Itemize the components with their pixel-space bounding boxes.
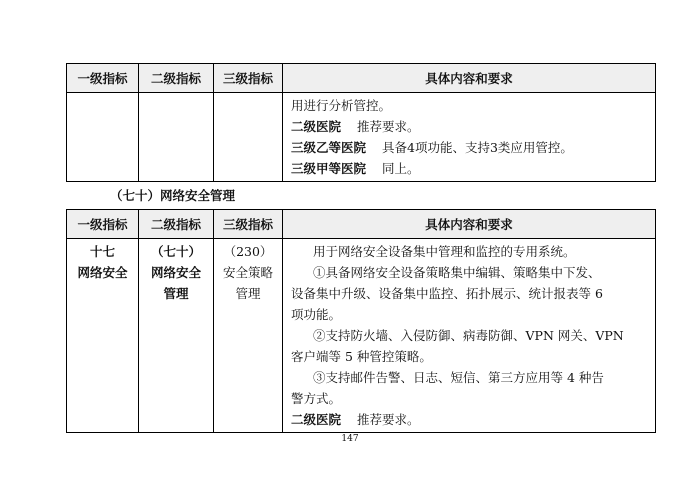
requirement-text: 具备4项功能、支持3类应用管控。 [382, 140, 573, 155]
level1-cell [67, 93, 139, 182]
content-line: ③支持邮件告警、日志、短信、第三方应用等 4 种告 [313, 370, 604, 385]
table-header-row [67, 64, 656, 93]
requirements-table-continued [66, 63, 656, 182]
table-row [67, 239, 656, 433]
requirement-text: 推荐要求。 [357, 412, 420, 427]
content-cell [283, 93, 656, 182]
requirement-text: 推荐要求。 [357, 119, 420, 134]
content-line: 用于网络安全设备集中管理和监控的专用系统。 [313, 244, 576, 259]
level2-name-cont: 管理 [163, 286, 189, 301]
header-content: 具体内容和要求 [283, 64, 656, 93]
hospital-level-label: 二级医院 [291, 412, 342, 427]
level1-name: 网络安全 [77, 265, 128, 280]
content-line: 用进行分析管控。 [291, 98, 392, 113]
content-line: 项功能。 [291, 307, 342, 322]
header-level3: 三级指标 [214, 210, 283, 239]
level1-cell [67, 239, 139, 433]
hospital-level-label: 三级乙等医院 [291, 140, 367, 155]
level1-number: 十七 [89, 244, 115, 259]
requirement-line [291, 116, 649, 137]
header-content: 具体内容和要求 [283, 210, 656, 239]
requirement-text: 同上。 [382, 161, 420, 176]
hospital-level-label: 三级甲等医院 [291, 161, 367, 176]
level3-cell [214, 93, 283, 182]
requirement-line [291, 158, 649, 179]
header-level1: 一级指标 [67, 210, 139, 239]
content-line: ①具备网络安全设备策略集中编辑、策略集中下发、 [313, 265, 601, 280]
level3-cell [214, 239, 283, 433]
hospital-level-label: 二级医院 [291, 119, 342, 134]
requirement-line [291, 137, 649, 158]
level3-number: （230） [223, 244, 273, 259]
requirements-table [66, 209, 656, 433]
header-level2: 二级指标 [139, 210, 214, 239]
level2-number: （七十） [150, 244, 201, 259]
table-header-row [67, 210, 656, 239]
requirement-line [291, 409, 649, 430]
level2-name: 网络安全 [150, 265, 201, 280]
level3-name: 安全策略 [222, 265, 273, 280]
content-cell [283, 239, 656, 433]
header-level3: 三级指标 [214, 64, 283, 93]
level2-cell [139, 93, 214, 182]
header-level1: 一级指标 [67, 64, 139, 93]
section-heading: （七十）网络安全管理 [110, 188, 236, 203]
level3-name-cont: 管理 [235, 286, 261, 301]
content-line: 警方式。 [291, 391, 342, 406]
content-line: ②支持防火墙、入侵防御、病毒防御、VPN 网关、VPN [313, 328, 624, 343]
content-line: 设备集中升级、设备集中监控、拓扑展示、统计报表等 6 [291, 286, 603, 301]
table-row [67, 93, 656, 182]
level2-cell [139, 239, 214, 433]
content-line: 客户端等 5 种管控策略。 [291, 349, 432, 364]
header-level2: 二级指标 [139, 64, 214, 93]
page-number: 147 [341, 434, 359, 444]
